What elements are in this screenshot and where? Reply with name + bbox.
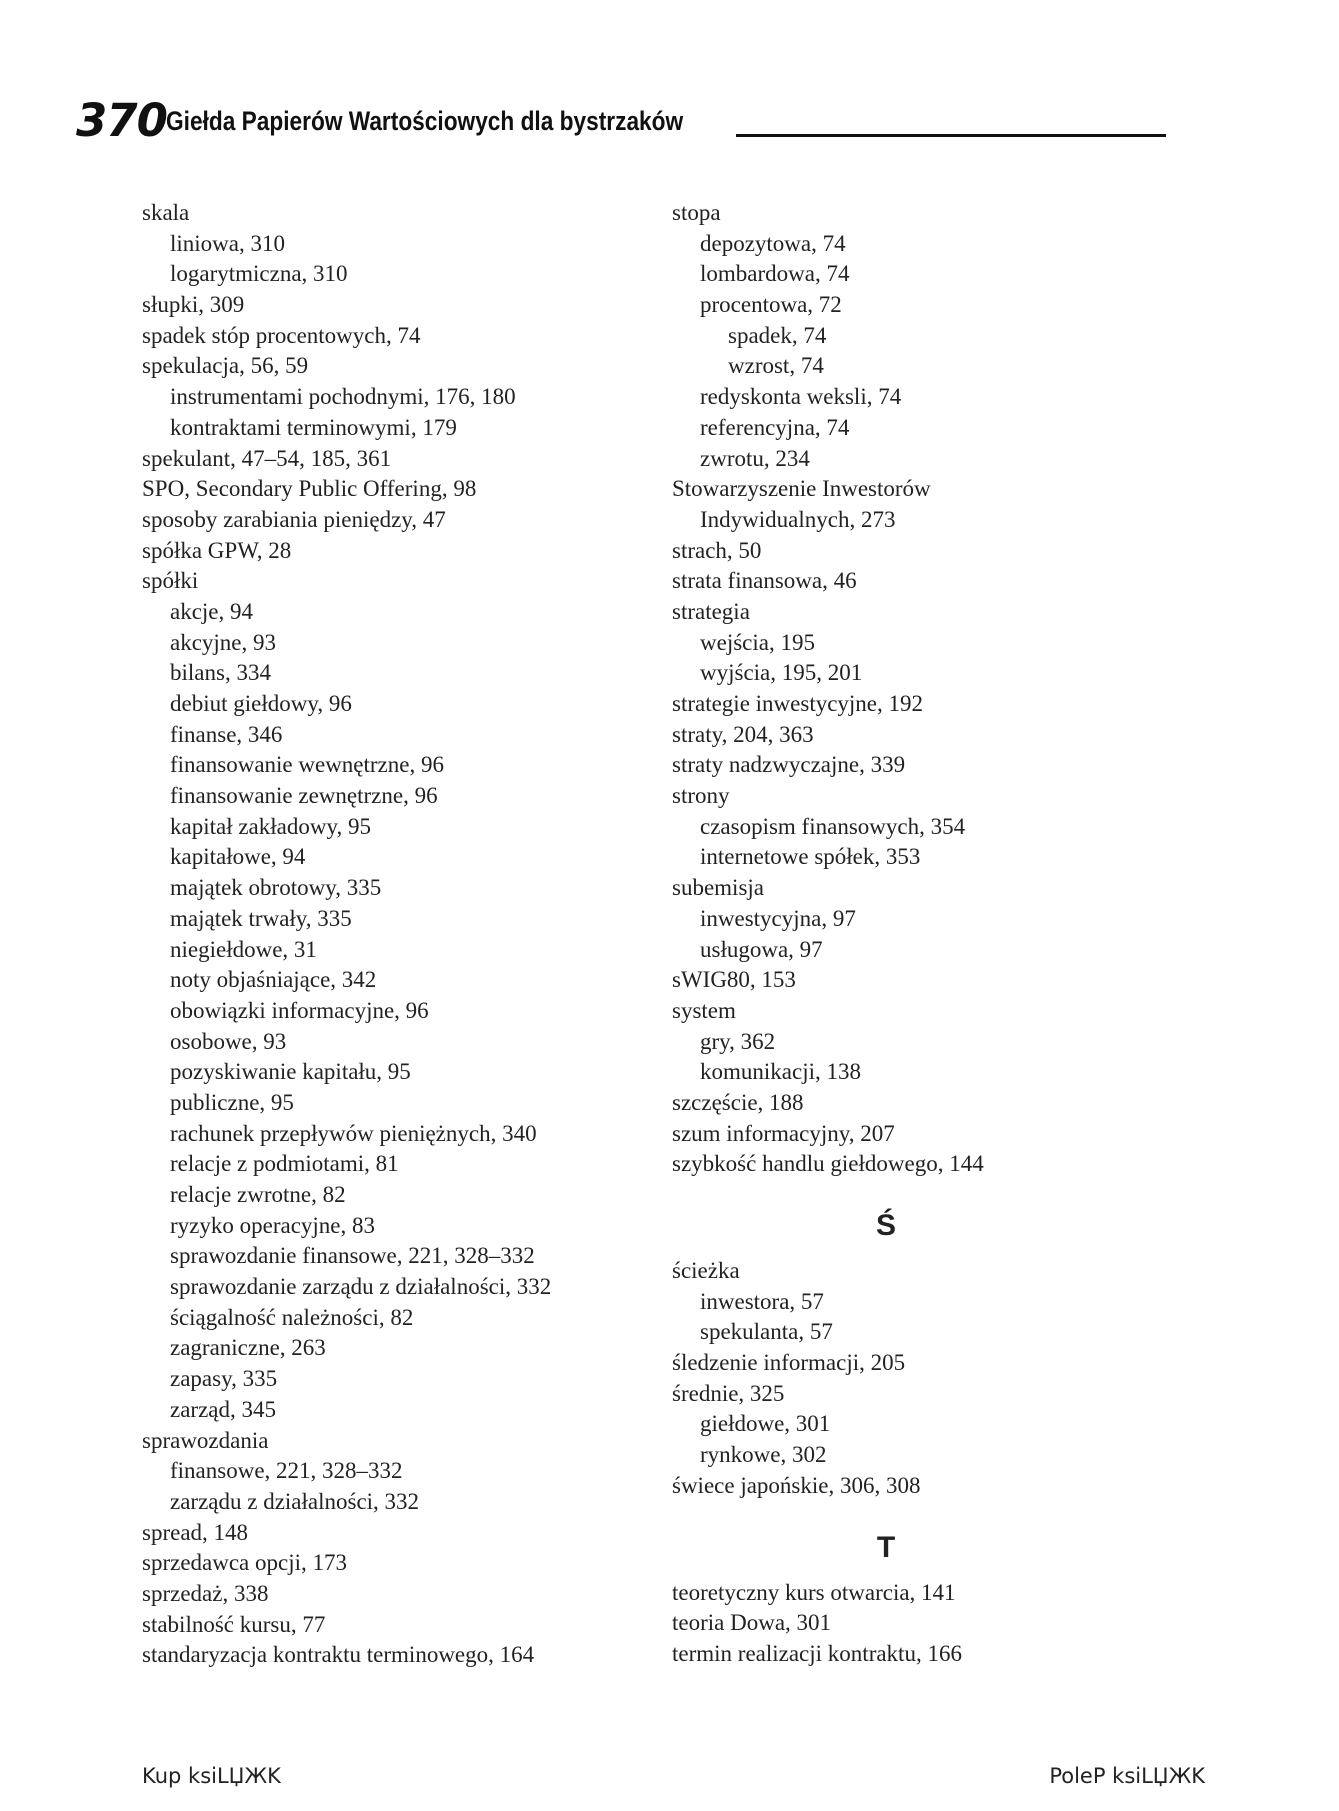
- index-subentry: lombardowa, 74: [700, 261, 850, 287]
- index-entry: szczęście, 188: [672, 1089, 804, 1115]
- index-subentry: procentowa, 72: [700, 292, 842, 318]
- index-entry: ścieżka: [672, 1258, 740, 1283]
- footer-recommend-book-link[interactable]: PoleP ksiLЏЖK: [1049, 1764, 1205, 1788]
- index-subentry: Indywidualnych, 273: [700, 506, 896, 532]
- index-subentry: wyjścia, 195, 201: [700, 660, 863, 686]
- index-subentry: rachunek przepływów pieniężnych, 340: [170, 1120, 537, 1146]
- index-entry: stabilność kursu, 77: [142, 1611, 326, 1637]
- index-subentry: pozyskiwanie kapitału, 95: [170, 1059, 411, 1085]
- index-subentry: finansowanie zewnętrzne, 96: [170, 783, 438, 809]
- index-subentry: gry, 362: [700, 1028, 776, 1054]
- book-title: Giełda Papierów Wartościowych dla bystrzaków: [166, 106, 684, 136]
- index-subentry: liniowa, 310: [170, 230, 285, 256]
- index-entry: sprzedawca opcji, 173: [142, 1550, 348, 1576]
- index-entry: strony: [672, 783, 730, 809]
- index-subentry: debiut giełdowy, 96: [170, 691, 352, 716]
- index-subentry: kapitałowe, 94: [170, 844, 306, 870]
- index-subentry: ryzyko operacyjne, 83: [170, 1212, 376, 1238]
- index-entry: skala: [142, 200, 190, 225]
- index-subentry: wzrost, 74: [728, 353, 824, 379]
- index-subentry: publiczne, 95: [170, 1089, 294, 1115]
- index-subentry: referencyjna, 74: [700, 414, 850, 440]
- index-entry: strata finansowa, 46: [672, 568, 857, 594]
- index-entry: strach, 50: [672, 537, 762, 563]
- index-subentry: komunikacji, 138: [700, 1059, 861, 1085]
- index-subentry: inwestora, 57: [700, 1288, 824, 1314]
- index-column-right: [672, 198, 1192, 1670]
- index-subentry: wejścia, 195: [700, 629, 815, 655]
- index-subentry: redyskonta weksli, 74: [700, 384, 902, 410]
- index-subentry: niegiełdowe, 31: [170, 936, 317, 962]
- index-subentry: kapitał zakładowy, 95: [170, 813, 371, 839]
- index-entry: spekulant, 47–54, 185, 361: [142, 445, 392, 471]
- page-number: 370: [76, 94, 167, 147]
- index-entry: Stowarzyszenie Inwestorów: [672, 476, 931, 502]
- index-entry: spadek stóp procentowych, 74: [142, 322, 421, 348]
- index-subentry: spekulanta, 57: [700, 1319, 833, 1345]
- index-letter-heading: T: [876, 1530, 896, 1564]
- index-subentry: kontraktami terminowymi, 179: [170, 414, 457, 440]
- index-subentry: depozytowa, 74: [700, 230, 846, 256]
- index-subentry: sprawozdanie zarządu z działalności, 332: [170, 1274, 552, 1300]
- index-entry: słupki, 309: [142, 292, 245, 318]
- index-subentry: zagraniczne, 263: [170, 1335, 326, 1361]
- index-subentry: bilans, 334: [170, 660, 271, 686]
- index-entry: szybkość handlu giełdowego, 144: [672, 1151, 984, 1177]
- index-entry: straty, 204, 363: [672, 721, 814, 747]
- index-subentry: finanse, 346: [170, 721, 283, 747]
- index-subentry: finansowanie wewnętrzne, 96: [170, 752, 444, 778]
- index-entry: strategia: [672, 598, 750, 624]
- index-column-left: [142, 198, 662, 1671]
- index-subentry: obowiązki informacyjne, 96: [170, 997, 429, 1023]
- index-entry: strategie inwestycyjne, 192: [672, 691, 924, 716]
- index-subentry: zarząd, 345: [170, 1396, 276, 1422]
- header-rule: [736, 134, 1166, 137]
- index-subentry: majątek trwały, 335: [170, 905, 352, 931]
- index-subentry: internetowe spółek, 353: [700, 844, 921, 870]
- index-subentry: osobowe, 93: [170, 1028, 287, 1054]
- index-entry: śledzenie informacji, 205: [672, 1350, 906, 1376]
- index-entry: spółka GPW, 28: [142, 537, 292, 563]
- index-entry: sposoby zarabiania pieniędzy, 47: [142, 506, 446, 532]
- index-subentry: majątek obrotowy, 335: [170, 875, 382, 901]
- index-subentry: rynkowe, 302: [700, 1442, 827, 1468]
- index-entry: sprzedaż, 338: [142, 1580, 269, 1606]
- index-entry: stopa: [672, 200, 721, 225]
- index-letter-heading: Ś: [875, 1209, 896, 1242]
- index-subentry: akcyjne, 93: [170, 629, 277, 655]
- index-entry: subemisja: [672, 875, 764, 901]
- index-subentry: relacje z podmiotami, 81: [170, 1151, 399, 1177]
- index-entry: sprawozdania: [142, 1427, 269, 1453]
- index-entry: spread, 148: [142, 1519, 249, 1545]
- index-entry: sWIG80, 153: [672, 967, 796, 993]
- index-subentry: finansowe, 221, 328–332: [170, 1458, 403, 1484]
- index-subentry: ściągalność należności, 82: [170, 1304, 414, 1330]
- index-subentry: usługowa, 97: [700, 936, 823, 962]
- index-subentry: zapasy, 335: [170, 1366, 278, 1392]
- index-entry: świece japońskie, 306, 308: [672, 1472, 921, 1498]
- index-entry: szum informacyjny, 207: [672, 1120, 895, 1146]
- index-subentry: instrumentami pochodnymi, 176, 180: [170, 384, 516, 410]
- index-entry: spółki: [142, 568, 199, 594]
- index-entry: średnie, 325: [672, 1380, 785, 1406]
- index-subentry: relacje zwrotne, 82: [170, 1182, 346, 1207]
- index-entry: SPO, Secondary Public Offering, 98: [142, 476, 477, 502]
- index-subentry: noty objaśniające, 342: [170, 967, 377, 993]
- index-subentry: sprawozdanie finansowe, 221, 328–332: [170, 1243, 535, 1269]
- footer-buy-book-link[interactable]: Kup ksiLЏЖK: [142, 1764, 281, 1788]
- running-header: [76, 96, 1166, 146]
- index-subentry: logarytmiczna, 310: [170, 261, 348, 287]
- index-entry: straty nadzwyczajne, 339: [672, 752, 906, 778]
- index-entry: teoretyczny kurs otwarcia, 141: [672, 1579, 956, 1605]
- index-subentry: akcje, 94: [170, 598, 254, 624]
- index-subentry: inwestycyjna, 97: [700, 905, 856, 931]
- index-entry: spekulacja, 56, 59: [142, 353, 309, 379]
- index-subentry: giełdowe, 301: [700, 1411, 831, 1437]
- index-entry: termin realizacji kontraktu, 166: [672, 1640, 962, 1666]
- index-subentry: zarządu z działalności, 332: [170, 1488, 420, 1514]
- index-subentry: spadek, 74: [728, 322, 827, 348]
- index-subentry: czasopism finansowych, 354: [700, 813, 966, 839]
- index-entry: standaryzacja kontraktu terminowego, 164: [142, 1642, 535, 1668]
- index-entry: teoria Dowa, 301: [672, 1610, 832, 1636]
- index-entry: system: [672, 997, 736, 1023]
- index-subentry: zwrotu, 234: [700, 445, 810, 471]
